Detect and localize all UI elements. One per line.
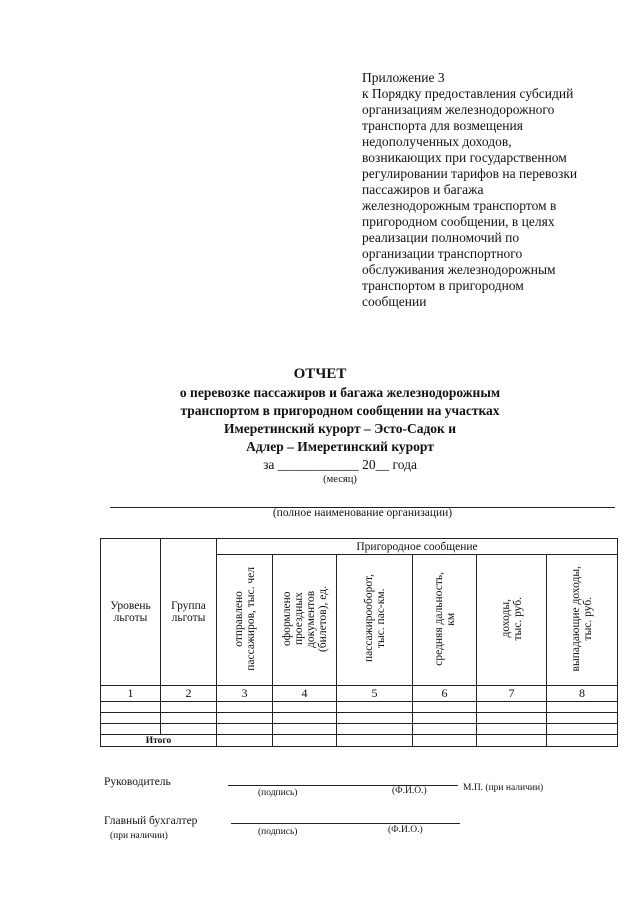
appendix-line: пригородном сообщении, в целях	[362, 214, 555, 229]
table-cell[interactable]	[547, 724, 618, 735]
table-cell[interactable]	[477, 735, 547, 747]
appendix-line: реализации полномочий по	[362, 230, 520, 245]
table-cell[interactable]	[161, 702, 217, 713]
report-title: ОТЧЕТ	[293, 366, 347, 382]
table-cell[interactable]	[413, 702, 477, 713]
report-subtitle-line: о перевозке пассажиров и багажа железнодорожным	[179, 385, 501, 400]
appendix-line: сообщении	[362, 294, 427, 309]
table-cell[interactable]	[337, 713, 413, 724]
header-col-lost-income	[547, 555, 618, 686]
table-cell[interactable]	[547, 713, 618, 724]
header-col-documents	[273, 555, 337, 686]
appendix-line: организациям железнодорожного	[362, 102, 555, 117]
table-cell[interactable]	[217, 713, 273, 724]
table-cell[interactable]	[337, 702, 413, 713]
header-col-passenger-turnover	[337, 555, 413, 686]
table-cell[interactable]	[217, 724, 273, 735]
table-cell[interactable]	[217, 702, 273, 713]
accountant-signature-line[interactable]	[231, 823, 460, 824]
vertical-header-text: оформлено проездных документов (билетов), ед.	[280, 585, 329, 652]
vertical-header-text: доходы, тыс. руб.	[499, 596, 524, 641]
report-subtitle-line: Имеретинский курорт – Эсто-Садок и	[224, 421, 456, 436]
table-cell[interactable]	[273, 724, 337, 735]
appendix-line: пассажиров и багажа	[362, 182, 484, 197]
vertical-header-text: отправлено пассажиров, тыс. чел	[232, 566, 257, 671]
column-numbers-row	[101, 686, 618, 702]
stamp-label: М.П. (при наличии)	[463, 783, 544, 793]
appendix-line: железнодорожным транспортом в	[362, 198, 557, 213]
table-row	[101, 702, 618, 713]
appendix-line: обслуживания железнодорожным	[362, 262, 556, 277]
table-cell[interactable]	[273, 713, 337, 724]
head-label: Руководитель	[104, 776, 171, 788]
header-col-income	[477, 555, 547, 686]
signature-hint: (подпись)	[258, 827, 298, 837]
table-cell[interactable]	[273, 735, 337, 747]
report-subtitle-line: Адлер – Имеретинский курорт	[246, 439, 434, 454]
table-cell[interactable]	[161, 724, 217, 735]
column-number: 5	[337, 686, 413, 702]
report-table	[100, 538, 618, 747]
appendix-line: транспортом в пригородном	[362, 278, 524, 293]
header-col-average-distance	[413, 555, 477, 686]
column-number: 8	[547, 686, 618, 702]
table-cell[interactable]	[477, 713, 547, 724]
accountant-note: (при наличии)	[110, 831, 168, 841]
table-row	[101, 713, 618, 724]
signature-hint: (подпись)	[258, 788, 298, 798]
table-cell[interactable]	[217, 735, 273, 747]
header-suburban-service: Пригородное сообщение	[217, 539, 618, 555]
table-cell[interactable]	[337, 735, 413, 747]
report-subtitle-line: транспортом в пригородном сообщении на участках	[180, 403, 500, 418]
table-cell[interactable]	[547, 702, 618, 713]
table-cell[interactable]	[101, 724, 161, 735]
appendix-line: организации транспортного	[362, 246, 523, 261]
appendix-line: Приложение 3	[362, 70, 445, 85]
appendix-line: недополученных доходов,	[362, 134, 512, 149]
column-number: 4	[273, 686, 337, 702]
appendix-line: регулировании тарифов на перевозки	[362, 166, 578, 181]
organization-label: (полное наименование организации)	[272, 507, 453, 519]
table-cell[interactable]	[547, 735, 618, 747]
column-number: 1	[101, 686, 161, 702]
accountant-label: Главный бухгалтер	[104, 815, 198, 827]
table-cell[interactable]	[413, 713, 477, 724]
table-cell[interactable]	[413, 735, 477, 747]
header-benefit-group: Группа льготы	[161, 539, 217, 686]
table-cell[interactable]	[161, 713, 217, 724]
table-cell[interactable]	[413, 724, 477, 735]
fio-hint: (Ф.И.О.)	[392, 786, 427, 796]
table-cell[interactable]	[477, 702, 547, 713]
column-number: 2	[161, 686, 217, 702]
column-number: 7	[477, 686, 547, 702]
vertical-header-text: пассажирооборот, тыс. пас-км.	[362, 574, 387, 663]
header-benefit-level: Уровень льготы	[101, 539, 161, 686]
total-row	[101, 735, 618, 747]
month-label: (месяц)	[323, 474, 357, 485]
vertical-header-text: средняя дальность, км	[432, 571, 457, 666]
fio-hint: (Ф.И.О.)	[388, 825, 423, 835]
total-label: Итого	[101, 735, 217, 747]
table-cell[interactable]	[273, 702, 337, 713]
appendix-line: транспорта для возмещения	[362, 118, 523, 133]
appendix-line: к Порядку предоставления субсидий	[362, 86, 574, 101]
header-col-passengers	[217, 555, 273, 686]
appendix-note	[362, 70, 612, 310]
table-row	[101, 724, 618, 735]
table-cell[interactable]	[337, 724, 413, 735]
table-cell[interactable]	[101, 713, 161, 724]
column-number: 3	[217, 686, 273, 702]
vertical-header-text: выпадающие доходы, тыс. руб.	[570, 565, 594, 672]
report-period: за ____________ 20__ года	[263, 457, 417, 472]
table-cell[interactable]	[101, 702, 161, 713]
table-cell[interactable]	[477, 724, 547, 735]
appendix-line: возникающих при государственном	[362, 150, 567, 165]
column-number: 6	[413, 686, 477, 702]
